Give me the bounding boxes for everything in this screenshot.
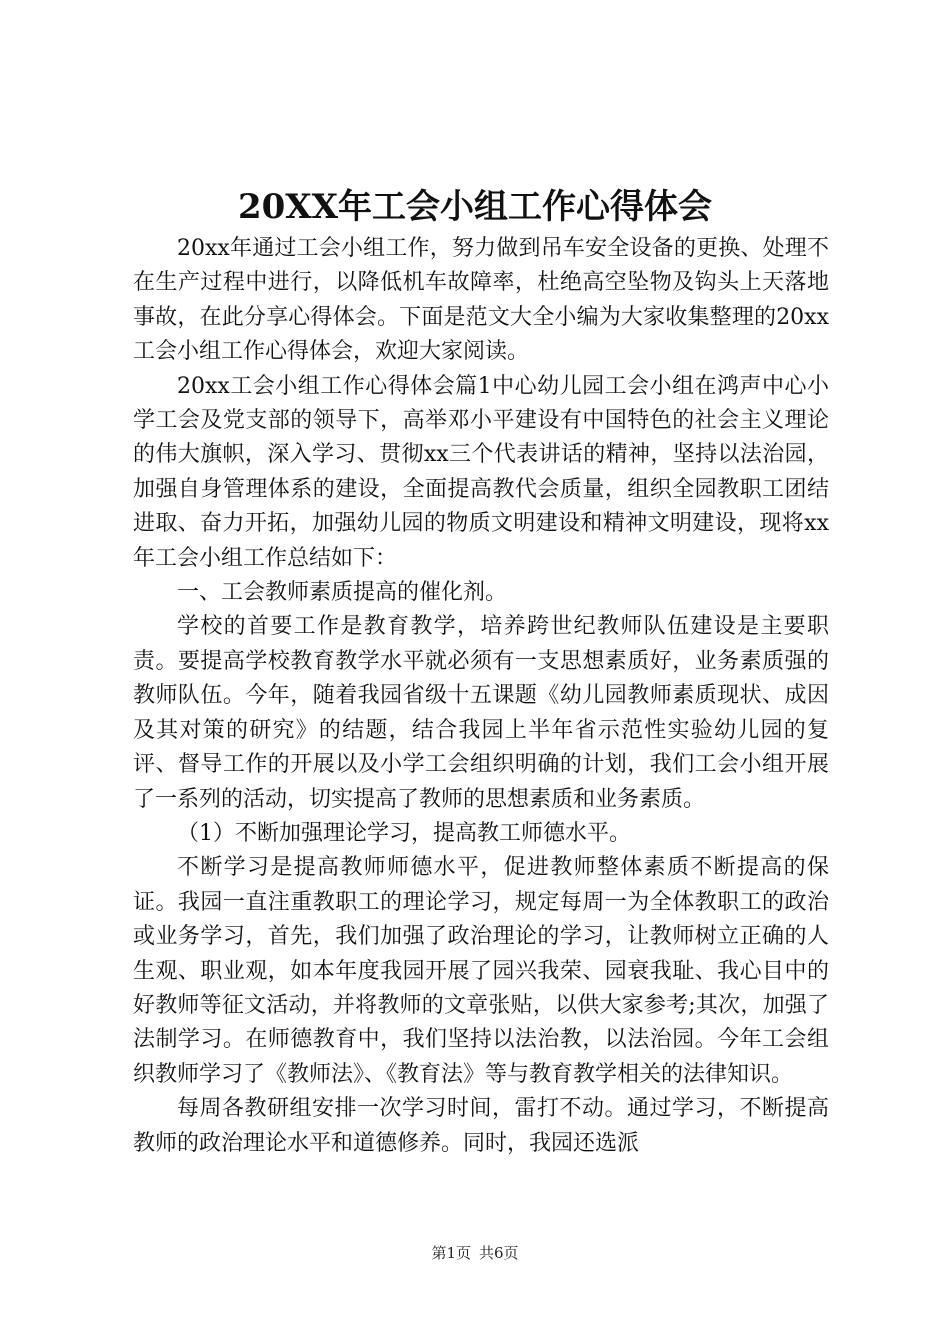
section-heading-1: 一、工会教师素质提高的催化剂。: [177, 580, 508, 606]
document-title: 20XX年工会小组工作心得体会: [237, 187, 713, 227]
page-footer: [0, 1242, 950, 1264]
paragraph-teacher-quality: 学校的首要工作是教育教学，培养跨世纪教师队伍建设是主要职责。要提高学校教育教学水平就必须有一支思想素质好，业务素质强的教师队伍。今年，随着我园省级十五课题《幼儿园教师素质现状、成因及其对策的研究》的结题，结合我园上半年省示范性实验幼儿园的复评、督导工作的开展以及小学工会组织明确的计划，我们工会小组开展了一系列的活动，切实提高了教师的思想素质和业务素质。: [133, 614, 829, 812]
subsection-heading-1: （1）不断加强理论学习，提高教工师德水平。: [177, 820, 631, 846]
page-total: 共6页: [479, 1244, 519, 1262]
paragraph-intro: 20xx年通过工会小组工作，努力做到吊车安全设备的更换、处理不在生产过程中进行，以降低机车故障率，杜绝高空坠物及钩头上天落地事故，在此分享心得体会。下面是范文大全小编为大家收集整理的20xx工会小组工作心得体会，欢迎大家阅读。: [133, 236, 829, 365]
paragraph-article-1: 20xx工会小组工作心得体会篇1中心幼儿园工会小组在鸿声中心小学工会及党支部的领导下，高举邓小平建设有中国特色的社会主义理论的伟大旗帜，深入学习、贯彻xx三个代表讲话的精神，坚持以法治园，加强自身管理体系的建设，全面提高教代会质量，组织全园教职工团结进取、奋力开拓，加强幼儿园的物质文明建设和精神文明建设，现将xx年工会小组工作总结如下：: [133, 373, 829, 571]
document-body: [133, 232, 829, 1161]
page-number: 第1页: [431, 1244, 471, 1262]
paragraph-theory-study: 不断学习是提高教师师德水平，促进教师整体素质不断提高的保证。我园一直注重教职工的理论学习，规定每周一为全体教职工的政治或业务学习，首先，我们加强了政治理论的学习，让教师树立正确的人生观、职业观，如本年度我园开展了园兴我荣、园衰我耻、我心目中的好教师等征文活动，并将教师的文章张贴，以供大家参考;其次，加强了法制学习。在师德教育中，我们坚持以法治教，以法治园。今年工会组织教师学习了《教师法》、《教育法》等与教育教学相关的法律知识。: [133, 855, 829, 1087]
paragraph-weekly-study: 每周各教研组安排一次学习时间，雷打不动。通过学习，不断提高教师的政治理论水平和道德修养。同时，我园还选派: [133, 1096, 829, 1156]
